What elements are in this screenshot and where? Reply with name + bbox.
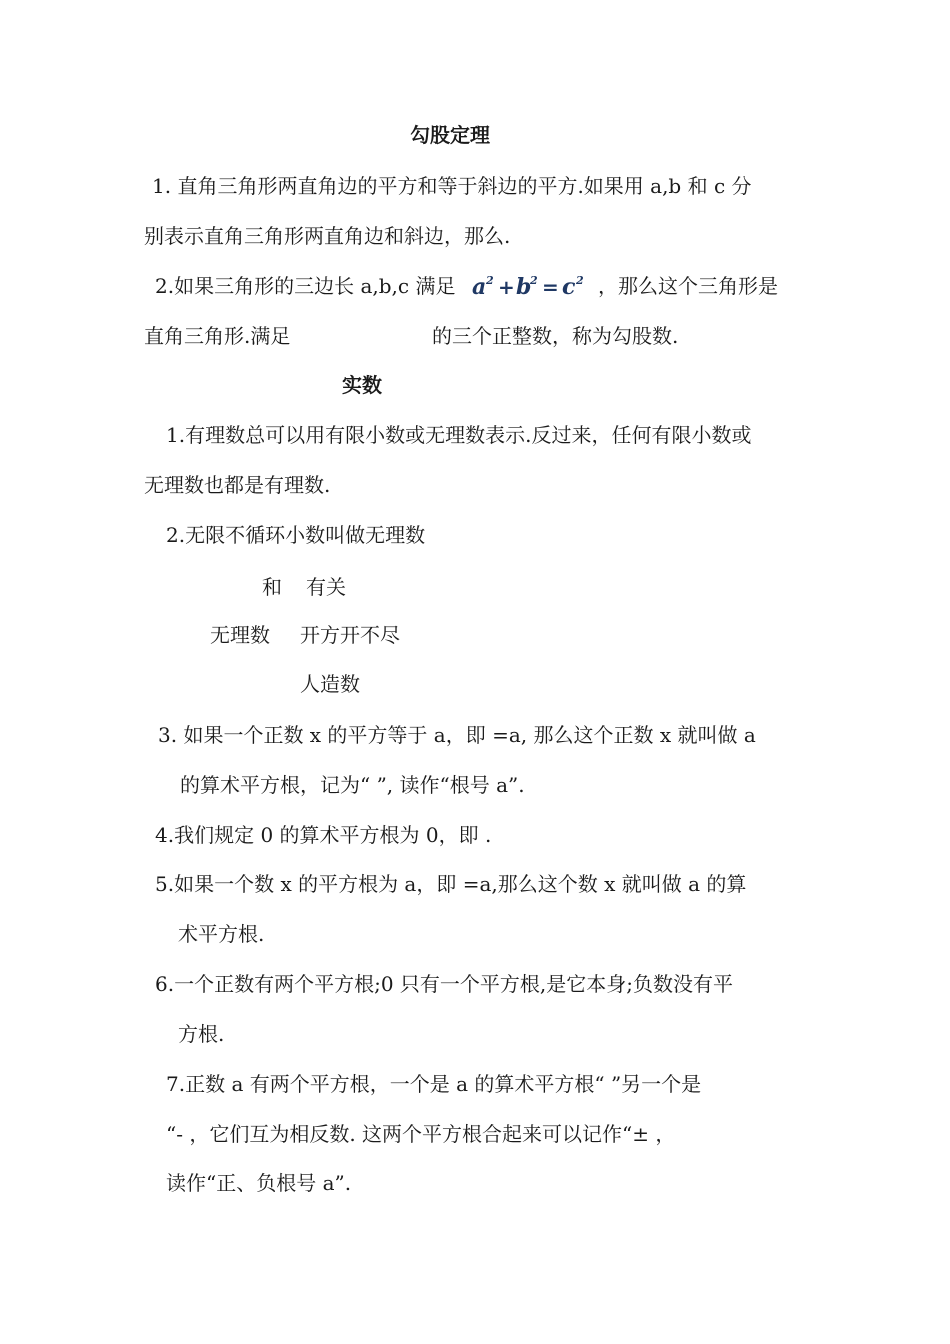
real-item-3-line-1: 3. 如果一个正数 x 的平方等于 a，即 =a, 那么这个正数 x 就叫做 a: [158, 723, 756, 747]
diagram-label-irrational: 无理数: [210, 623, 270, 647]
diagram-label-artificial: 人造数: [300, 672, 360, 696]
section-title-pythagorean: 勾股定理: [410, 123, 490, 147]
svg-text:2: 2: [486, 274, 494, 287]
real-item-7-line-1: 7.正数 a 有两个平方根，一个是 a 的算术平方根“ ”另一个是: [166, 1072, 702, 1096]
pythagorean-item-2-line-2-start: 直角三角形.满足: [144, 324, 291, 348]
real-item-5-line-2: 术平方根.: [178, 922, 265, 946]
real-item-1-line-1: 1.有理数总可以用有限小数或无理数表示.反过来，任何有限小数或: [166, 423, 752, 447]
diagram-label-youguan: 有关: [306, 575, 346, 599]
svg-text:2: 2: [576, 274, 584, 287]
pythagorean-item-2-line-1-end: ，那么这个三角形是: [598, 274, 778, 298]
real-item-6-line-2: 方根.: [178, 1022, 225, 1046]
real-item-4: 4.我们规定 0 的算术平方根为 0，即 .: [155, 823, 492, 847]
svg-text:=: =: [542, 275, 559, 299]
svg-text:2: 2: [530, 274, 538, 287]
real-item-5-line-1: 5.如果一个数 x 的平方根为 a，即 =a,那么这个数 x 就叫做 a 的算: [155, 872, 747, 896]
real-item-7-line-2: “- ，它们互为相反数. 这两个平方根合起来可以记作“± ，: [166, 1122, 676, 1146]
real-item-6-line-1: 6.一个正数有两个平方根;0 只有一个平方根,是它本身;负数没有平: [155, 972, 733, 996]
real-item-3-line-2: 的算术平方根，记为“ ”, 读作“根号 a”.: [180, 773, 525, 797]
diagram-label-root-endless: 开方开不尽: [300, 623, 400, 647]
real-item-1-line-2: 无理数也都是有理数.: [144, 473, 331, 497]
svg-text:b: b: [516, 274, 532, 300]
real-item-7-line-3: 读作“正、负根号 a”.: [166, 1171, 352, 1195]
svg-text:+: +: [498, 275, 515, 299]
pythagorean-item-1-line-2: 别表示直角三角形两直角边和斜边，那么.: [144, 224, 511, 248]
real-item-2: 2.无限不循环小数叫做无理数: [166, 523, 426, 547]
section-title-real-numbers: 实数: [342, 373, 382, 397]
formula-a2-b2-c2-image: [470, 272, 598, 302]
svg-text:a: a: [472, 274, 487, 300]
pythagorean-item-1-line-1: 1. 直角三角形两直角边的平方和等于斜边的平方.如果用 a,b 和 c 分: [152, 174, 752, 198]
pythagorean-item-2-line-2-end: 的三个正整数，称为勾股数.: [432, 324, 679, 348]
pythagorean-item-2-line-1-start: 2.如果三角形的三边长 a,b,c 满足: [155, 274, 456, 298]
svg-text:c: c: [562, 274, 576, 300]
diagram-label-he: 和: [262, 575, 282, 599]
